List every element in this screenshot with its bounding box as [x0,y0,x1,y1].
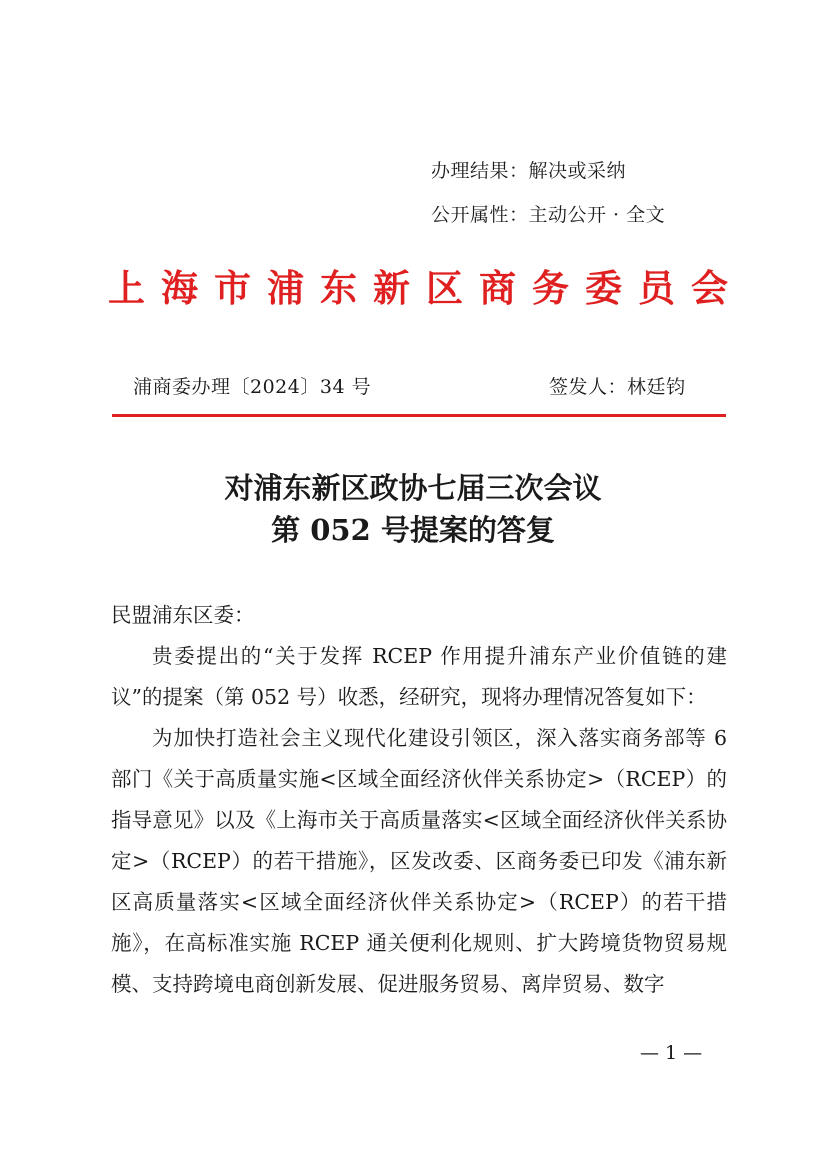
handling-result: 办理结果：解决或采纳 [431,160,627,182]
issuer-char: 会 [691,266,728,310]
body-paragraph: 为加快打造社会主义现代化建设引领区，深入落实商务部等 6 部门《关于高质量实施<区域全面经济伙伴关系协定>（RCEP）的指导意见》以及《上海市关于高质量落实<区域全面经济伙伴关系协定>（RCEP）的若干措施》，区发改委、区商务委已印发《浦东新区高质量落实<区域全面经济伙伴关系协定>（RCEP）的若干措施》，在高标准实施 RCEP 通关便利化规则、扩大跨境货物贸易规模、支持跨境电商创新发展、促进服务贸易、离岸贸易、数字 [111,726,727,996]
issuer-char: 东 [320,266,357,310]
document-title-line-2: 第 052 号提案的答复 [271,513,555,547]
issuer-char: 委 [585,266,622,310]
signer: 签发人：林廷钧 [549,376,686,398]
body-paragraph: 贵委提出的“关于发挥 RCEP 作用提升浦东产业价值链的建议”的提案（第 052 号）收悉，经研究，现将办理情况答复如下： [111,644,727,709]
issuer-char: 商 [479,266,516,310]
page-number: — 1 — [640,1042,703,1064]
issuer-char: 市 [214,266,251,310]
issuer-char: 浦 [267,266,304,310]
header-divider [112,414,726,417]
document-number: 浦商委办理〔2024〕34 号 [133,376,372,398]
issuer-name [108,262,728,314]
addressee: 民盟浦东区委： [111,603,255,627]
issuer-char: 新 [373,266,410,310]
issuer-char: 上 [108,266,145,310]
issuer-char: 员 [638,266,675,310]
issuer-char: 务 [532,266,569,310]
issuer-char: 区 [426,266,463,310]
disclosure-attribute: 公开属性：主动公开 · 全文 [431,204,666,226]
document-title-line-1: 对浦东新区政协七届三次会议 [224,471,602,505]
issuer-char: 海 [161,266,198,310]
